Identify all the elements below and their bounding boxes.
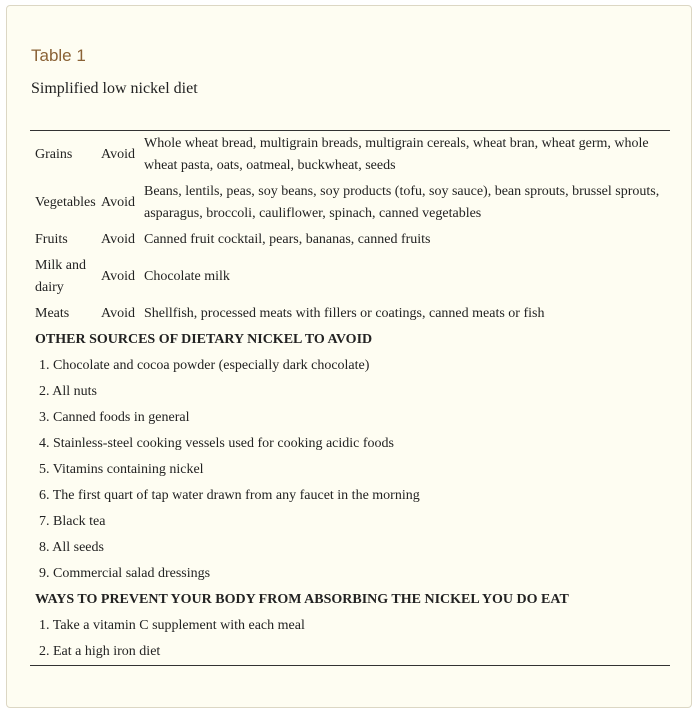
list-item: 9. Commercial salad dressings: [39, 566, 211, 581]
items-cell: Beans, lentils, peas, soy beans, soy products (tofu, soy sauce), bean sprouts, brussel sprouts, asparagus, broccoli, cauliflower, spinach, canned vegetables: [144, 184, 660, 221]
list-item: 2. Eat a high iron diet: [39, 644, 161, 659]
items-cell: Chocolate milk: [144, 269, 230, 284]
action-cell: Avoid: [101, 147, 135, 162]
table-row: [30, 253, 670, 301]
other-sources-heading: OTHER SOURCES OF DIETARY NICKEL TO AVOID: [35, 332, 373, 347]
action-cell: Avoid: [101, 269, 135, 284]
list-item: 7. Black tea: [39, 514, 106, 529]
action-cell: Avoid: [101, 232, 135, 247]
list-item: 4. Stainless-steel cooking vessels used for cooking acidic foods: [39, 436, 394, 451]
table-caption: Simplified low nickel diet: [31, 80, 198, 97]
list-item: 6. The first quart of tap water drawn from any faucet in the morning: [39, 488, 420, 503]
items-cell: Canned fruit cocktail, pears, bananas, canned fruits: [144, 232, 431, 247]
category-cell: Meats: [35, 306, 70, 321]
category-cell: Fruits: [35, 232, 68, 247]
category-cell: Milk and dairy: [35, 258, 86, 295]
action-cell: Avoid: [101, 306, 135, 321]
list-item: 1. Take a vitamin C supplement with each meal: [39, 618, 305, 633]
prevent-heading: WAYS TO PREVENT YOUR BODY FROM ABSORBING THE NICKEL YOU DO EAT: [35, 592, 569, 607]
items-cell: Whole wheat bread, multigrain breads, multigrain cereals, wheat bran, wheat germ, whole wheat pasta, oats, oatmeal, buckwheat, seeds: [144, 136, 649, 173]
category-cell: Grains: [35, 147, 73, 162]
table-row: [30, 179, 670, 227]
table-card: [6, 5, 692, 708]
list-item: 5. Vitamins containing nickel: [39, 462, 204, 477]
action-cell: Avoid: [101, 195, 135, 210]
category-cell: Vegetables: [35, 195, 96, 210]
list-item: 1. Chocolate and cocoa powder (especially dark chocolate): [39, 358, 370, 373]
table-row: [30, 301, 670, 327]
items-cell: Shellfish, processed meats with fillers or coatings, canned meats or fish: [144, 306, 545, 321]
table-row: [30, 131, 670, 179]
table-label[interactable]: Table 1: [31, 46, 86, 65]
table-row: [30, 227, 670, 253]
list-item: 8. All seeds: [39, 540, 104, 555]
diet-table: [30, 130, 670, 666]
list-item: 3. Canned foods in general: [39, 410, 190, 425]
list-item: 2. All nuts: [39, 384, 97, 399]
